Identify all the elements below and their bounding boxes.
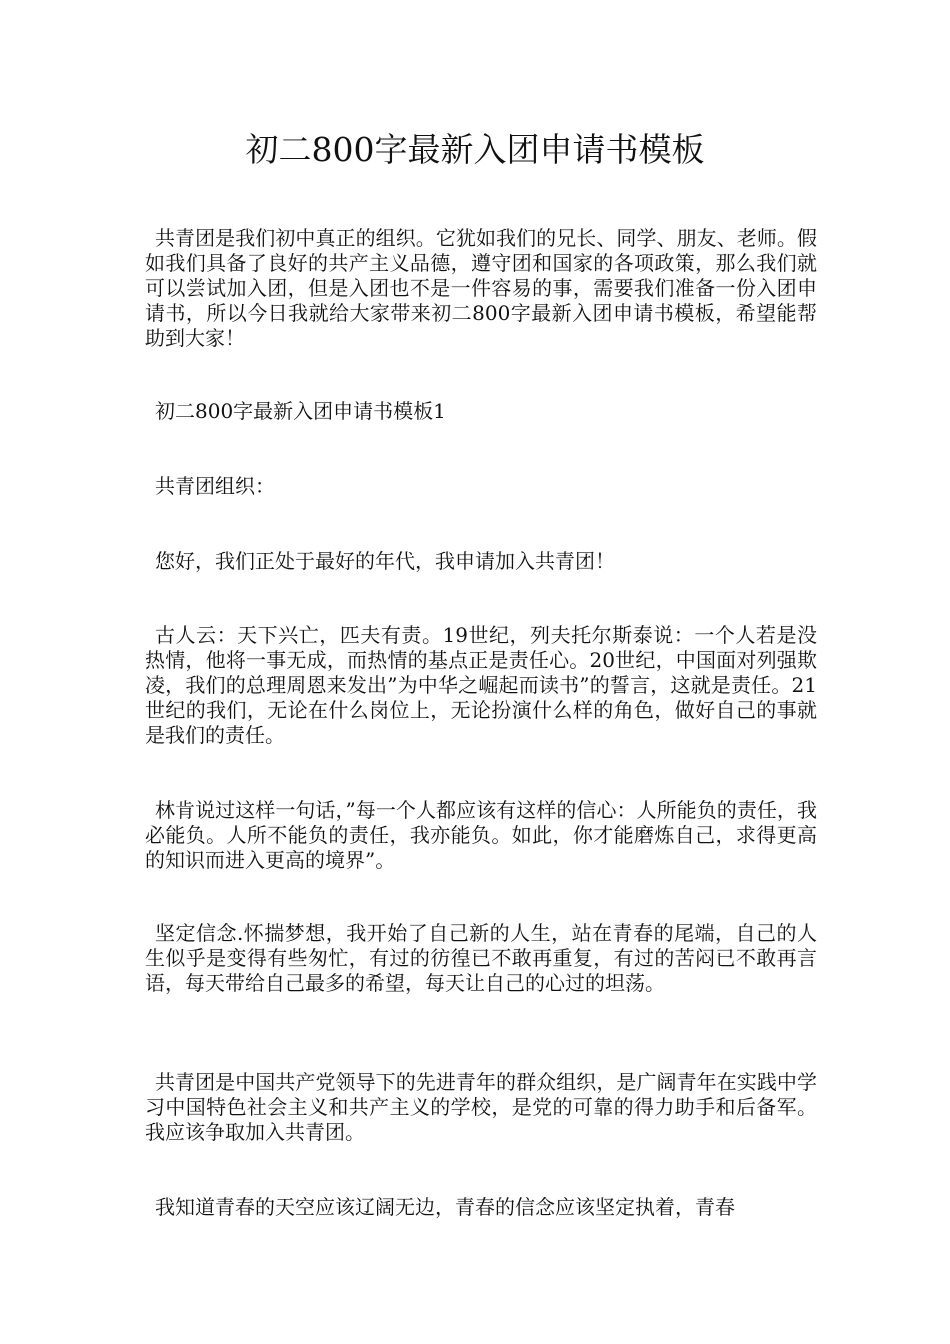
intro-paragraph: 共青团是我们初中真正的组织。它犹如我们的兄长、同学、朋友、老师。假如我们具备了良好的共产主义品德，遵守团和国家的各项政策，那么我们就可以尝试加入团，但是入团也不是一件容易的事，需要我们准备一份入团申请书，所以今日我就给大家带来初二800字最新入团申请书模板，希望能帮助到大家！ — [145, 226, 817, 350]
body-paragraph-responsibility: 古人云：天下兴亡，匹夫有责。19世纪，列夫托尔斯泰说：一个人若是没热情，他将一事无成，而热情的基点正是责任心。20世纪，中国面对列强欺凌，我们的总理周恩来发出”为中华之崛起而读书”的誓言，这就是责任。21世纪的我们，无论在什么岗位上，无论扮演什么样的角色，做好自己的事就是我们的责任。 — [145, 623, 817, 747]
body-paragraph-lincoln-quote: 林肯说过这样一句话，”每一个人都应该有这样的信心：人所能负的责任，我必能负。人所不能负的责任，我亦能负。如此，你才能磨炼自己，求得更高的知识而进入更高的境界”。 — [145, 798, 817, 872]
body-paragraph-league: 共青团是中国共产党领导下的先进青年的群众组织，是广阔青年在实践中学习中国特色社会主义和共产主义的学校，是党的可靠的得力助手和后备军。我应该争取加入共青团。 — [145, 1070, 817, 1144]
body-paragraph-youth: 我知道青春的天空应该辽阔无边，青春的信念应该坚定执着，青春 — [155, 1195, 735, 1219]
salutation: 共青团组织： — [155, 474, 275, 498]
body-paragraph-belief: 坚定信念.怀揣梦想，我开始了自己新的人生，站在青春的尾端，自己的人生似乎是变得有些匆忙，有过的彷徨已不敢再重复，有过的苦闷已不敢再言语，每天带给自己最多的希望，每天让自己的心过的坦荡。 — [145, 921, 817, 995]
document-title: 初二800字最新入团申请书模板 — [245, 130, 705, 169]
section-heading: 初二800字最新入团申请书模板1 — [155, 399, 446, 423]
opening-line: 您好，我们正处于最好的年代，我申请加入共青团！ — [155, 549, 615, 573]
